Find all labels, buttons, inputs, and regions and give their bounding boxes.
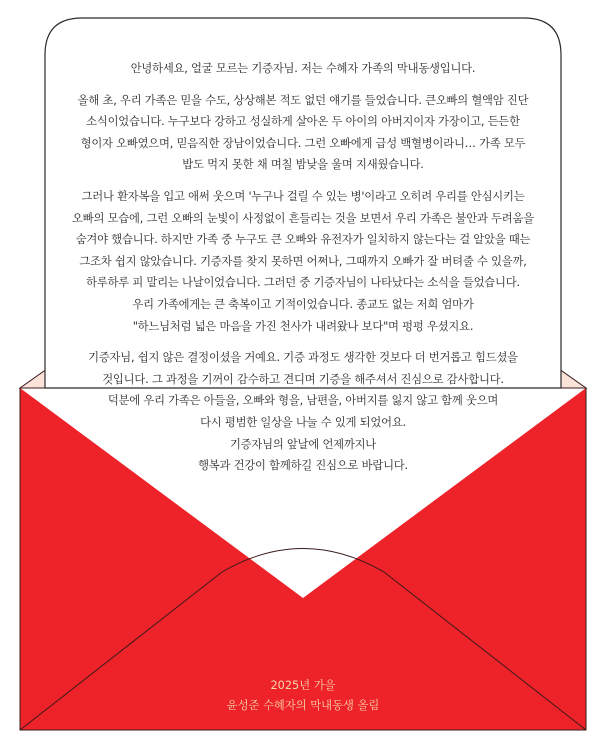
- letter-paragraph-3: [60, 347, 546, 477]
- letter-line: 것입니다. 그 과정을 기꺼이 감수하고 견디며 기증을 해주셔서 진심으로 감사합니다.: [102, 372, 504, 386]
- letter-line: 올해 초, 우리 가족은 믿을 수도, 상상해본 적도 없던 얘기를 들었습니다. 큰오빠의 혈액암 진단: [77, 93, 529, 107]
- letter-line: 형이자 오빠였으며, 믿음직한 장남이었습니다. 그런 오빠에게 급성 백혈병이라니… 가족 모두: [80, 136, 526, 150]
- letter-line: 그조차 쉽지 않았습니다. 기증자를 찾지 못하면 어쩌나, 그때까지 오빠가 잘 버텨줄 수 있을까,: [79, 254, 527, 268]
- letter-line: "하느님처럼 넓은 마음을 가진 천사가 내려왔나 보다"며 펑펑 우셨지요.: [132, 319, 474, 333]
- letter-greeting: 안녕하세요, 얼굴 모르는 기증자님. 저는 수혜자 가족의 막내동생입니다.: [130, 62, 476, 75]
- letter-line: 행복과 건강이 함께하길 진심으로 바랍니다.: [198, 459, 408, 473]
- letter-line: 그러나 환자복을 입고 애써 웃으며 '누구나 걸릴 수 있는 병'이라고 오히려 우리를 안심시키는: [81, 189, 525, 203]
- letter-line: 숨겨야 했습니다. 하지만 가족 중 누구도 큰 오빠와 유전자가 일치하지 않는다는 걸 알았을 때는: [75, 233, 531, 247]
- letter-line: 오빠의 모습에, 그런 오빠의 눈빛이 사정없이 흔들리는 것을 보면서 우리 가족은 불안과 두려움을: [72, 211, 534, 225]
- letter-line: 기증자님의 앞날에 언제까지나: [229, 437, 377, 451]
- letter-line: 덕분에 우리 가족은 아들을, 오빠와 형을, 남편을, 아버지를 잃지 않고 함께 웃으며: [107, 394, 499, 408]
- letter-line: 기증자님, 쉽지 않은 결정이셨을 거예요. 기증 과정도 생각한 것보다 더 번거롭고 힘드셨을: [88, 351, 518, 365]
- letter-line: 소식이었습니다. 누구보다 강하고 성실하게 살아온 두 아이의 아버지이자 가장이고, 든든한: [86, 115, 520, 129]
- letter-line: 우리 가족에게는 큰 축복이고 기적이었습니다. 종교도 없는 저희 엄마가: [132, 297, 474, 311]
- letter-line: 다시 평범한 일상을 나눌 수 있게 되었어요.: [200, 415, 406, 429]
- letter-paragraph-2: [60, 186, 546, 337]
- signature-date: 2025년 가을: [270, 679, 336, 692]
- letter-body: [60, 58, 546, 477]
- letter-line: 하루하루 피 말리는 나날이었습니다. 그러던 중 기증자님이 나타났다는 소식을 들었습니다.: [86, 276, 520, 290]
- letter-signature: [0, 676, 606, 716]
- letter-line: 밥도 먹지 못한 채 며칠 밤낮을 울며 지새웠습니다.: [182, 158, 424, 172]
- letter-paragraph-1: [60, 90, 546, 176]
- signature-from: 윤성준 수혜자의 막내동생 올림: [226, 699, 380, 712]
